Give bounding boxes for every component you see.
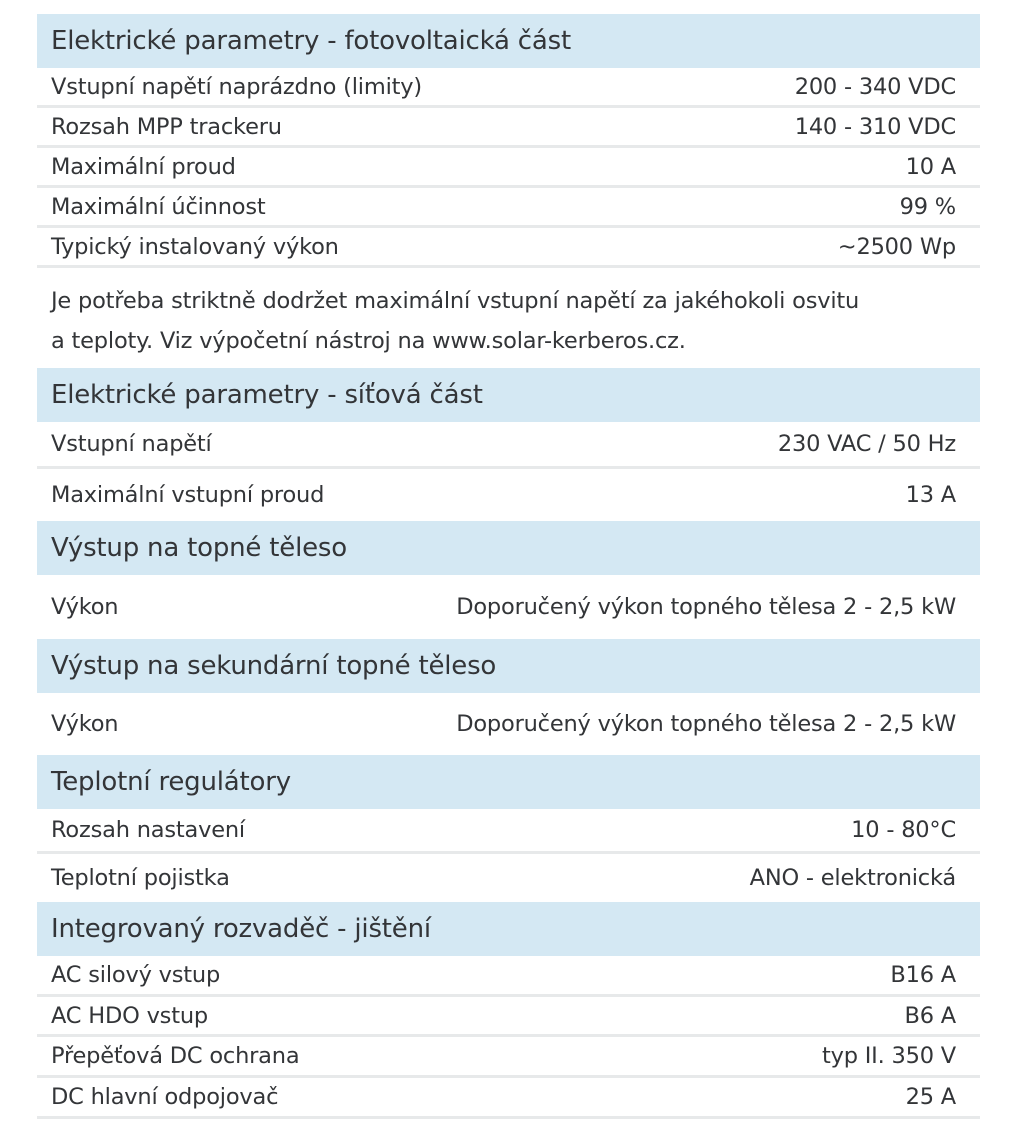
spec-value: B6 A <box>904 1002 956 1029</box>
section-title: Elektrické parametry - fotovoltaická část <box>51 26 571 56</box>
spec-value: 230 VAC / 50 Hz <box>777 431 956 457</box>
section-header-heater <box>37 521 980 575</box>
section-header-grid <box>37 368 980 422</box>
spec-label: Výkon <box>51 711 119 737</box>
section-title: Výstup na sekundární topné těleso <box>51 651 497 681</box>
spec-label: Maximální účinnost <box>51 193 266 220</box>
spec-label: DC hlavní odpojovač <box>51 1084 279 1110</box>
spec-label: Teplotní pojistka <box>51 865 230 891</box>
spec-row <box>37 854 980 902</box>
spec-value: B16 A <box>890 962 956 988</box>
spec-row <box>37 68 980 108</box>
spec-row <box>37 1037 980 1078</box>
spec-row <box>37 575 980 639</box>
spec-value: 25 A <box>905 1084 956 1110</box>
section-header-pv <box>37 14 980 68</box>
note-line: Je potřeba striktně dodržet maximální vstupní napětí za jakéhokoli osvitu <box>51 288 860 314</box>
spec-label: Výkon <box>51 594 119 620</box>
section-title: Integrovaný rozvaděč - jištění <box>51 914 431 944</box>
spec-label: Rozsah MPP trackeru <box>51 113 282 140</box>
section-title: Elektrické parametry - síťová část <box>51 380 483 410</box>
spec-value: 13 A <box>905 482 956 508</box>
spec-label: AC silový vstup <box>51 962 221 988</box>
spec-row <box>37 422 980 469</box>
note-line: a teploty. Viz výpočetní nástroj na www.solar-kerberos.cz. <box>51 328 686 354</box>
spec-value: 200 - 340 VDC <box>794 73 956 100</box>
spec-row <box>37 693 980 755</box>
spec-value: ~2500 Wp <box>837 233 956 260</box>
spec-value: 99 % <box>899 193 956 220</box>
spec-label: Vstupní napětí <box>51 431 212 457</box>
spec-label: Rozsah nastavení <box>51 817 245 843</box>
spec-value: ANO - elektronická <box>749 865 956 891</box>
section-header-thermo <box>37 755 980 809</box>
section-header-secondary-heater <box>37 639 980 693</box>
pv-note <box>37 268 980 368</box>
spec-value: 10 A <box>905 153 956 180</box>
spec-label: Přepěťová DC ochrana <box>51 1043 300 1069</box>
spec-row <box>37 469 980 521</box>
spec-row <box>37 148 980 188</box>
spec-row <box>37 108 980 148</box>
section-title: Výstup na topné těleso <box>51 533 347 563</box>
spec-label: Vstupní napětí naprázdno (limity) <box>51 73 422 100</box>
spec-label: AC HDO vstup <box>51 1002 208 1029</box>
spec-row <box>37 809 980 854</box>
spec-row <box>37 1078 980 1119</box>
spec-sheet <box>37 14 980 1119</box>
spec-value: Doporučený výkon topného tělesa 2 - 2,5 kW <box>456 711 956 737</box>
spec-label: Maximální proud <box>51 153 236 180</box>
spec-row <box>37 228 980 268</box>
spec-row <box>37 997 980 1037</box>
spec-label: Typický instalovaný výkon <box>51 233 339 260</box>
spec-row <box>37 956 980 997</box>
section-header-switchboard <box>37 902 980 956</box>
spec-label: Maximální vstupní proud <box>51 482 325 508</box>
section-title: Teplotní regulátory <box>51 767 291 797</box>
spec-value: Doporučený výkon topného tělesa 2 - 2,5 kW <box>456 594 956 620</box>
spec-row <box>37 188 980 228</box>
spec-value: 10 - 80°C <box>851 817 956 843</box>
spec-value: typ II. 350 V <box>821 1043 956 1069</box>
spec-value: 140 - 310 VDC <box>794 113 956 140</box>
